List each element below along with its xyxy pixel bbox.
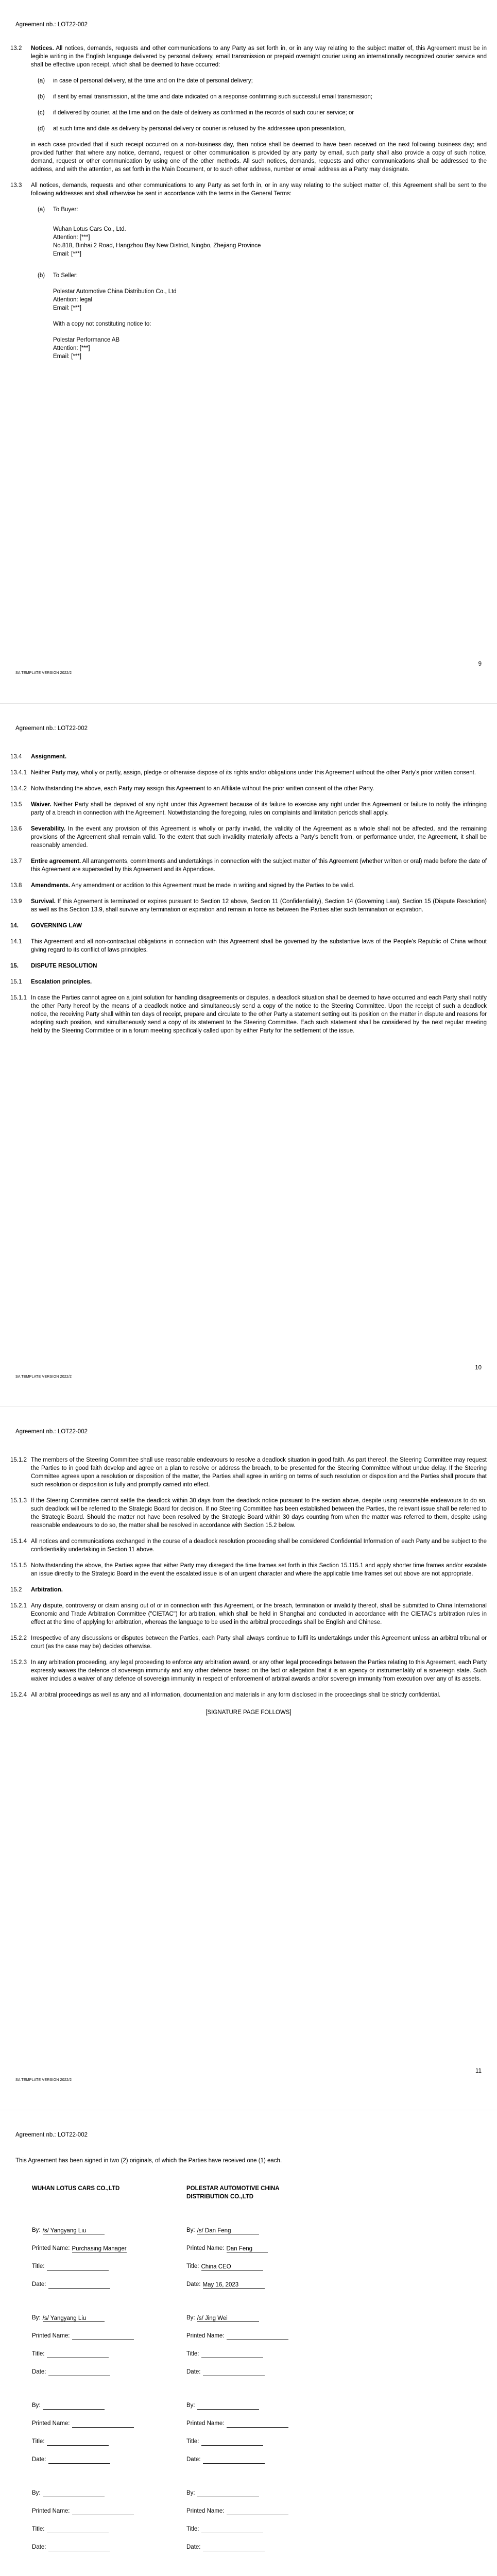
- page-number: 10: [475, 1365, 482, 1371]
- seller-signature-4: [186, 2479, 341, 2551]
- date-label: Date:: [32, 2281, 46, 2287]
- printed-name-label: Printed Name:: [32, 2245, 70, 2251]
- clause-13-9: [10, 897, 487, 914]
- clause-15-1-5: [10, 1562, 487, 1578]
- signature-field: /s/ Dan Feng: [197, 2227, 259, 2234]
- signature-block-2: [32, 2304, 341, 2376]
- clause-title: Waiver.: [31, 802, 52, 808]
- buyer-address-block: [53, 225, 487, 258]
- printed-name-field: [72, 2332, 134, 2340]
- clause-number: 13.8: [10, 883, 22, 889]
- buyer-signature-3: [32, 2392, 186, 2464]
- title-field: [47, 2350, 109, 2358]
- date-label: Date:: [32, 2456, 46, 2463]
- title-label: Title:: [32, 2263, 45, 2269]
- clause-13-2-d: [38, 125, 451, 133]
- clause-13-4-1: [10, 769, 487, 777]
- template-version: SA TEMPLATE VERSION 2022/2: [15, 2078, 72, 2082]
- date-label: Date:: [186, 2544, 201, 2550]
- page-10: [0, 703, 497, 1406]
- copy-email: Email: [***]: [53, 353, 81, 360]
- title-field: [47, 2438, 109, 2446]
- seller-email: Email: [***]: [53, 305, 81, 311]
- page-body: [10, 753, 487, 1043]
- date-label: Date:: [186, 2369, 201, 2375]
- clause-15-1-4: [10, 1537, 487, 1554]
- clause-text: If the Steering Committee cannot settle the deadlock within 30 days from the deadlock notice pursuant to the section above, despite using reasonable endeavours to do so, such deadlock will be referred to the Strategic Board for decision. If no Steering Committee has been established between the Parties, the relevant issue shall be referred to the Strategic Board. Should the matter not have been resolved by the Strategic Board within 30 days counting from when the matter was referred to them, despite using reasonable endeavours to do so, the matter shall be resolved in accordance with Section 15.2 below.: [31, 1498, 487, 1529]
- sub-text: To Buyer:: [53, 207, 78, 213]
- clause-text: Notwithstanding the above, each Party may assign this Agreement to an Affiliate without the prior written consent of the other Party.: [31, 786, 374, 792]
- clause-number: 15.1.3: [10, 1498, 27, 1504]
- clause-number: 13.6: [10, 826, 22, 832]
- template-version: SA TEMPLATE VERSION 2022/2: [15, 1375, 72, 1379]
- section-14: [10, 922, 487, 930]
- page-11: [0, 1406, 497, 2110]
- clause-15-1-2: [10, 1456, 487, 1489]
- clause-15-1-1: [10, 994, 487, 1035]
- sub-label: (a): [38, 78, 45, 84]
- party-names: [32, 2184, 341, 2201]
- clause-text: All arrangements, commitments and undertakings in connection with the subject matter of this Agreement (whether written or oral) made before the date of this Agreement are superseded by this Agreement and its Appendices.: [31, 858, 487, 873]
- clause-13-2-a: [38, 77, 451, 85]
- date-label: Date:: [32, 2544, 46, 2550]
- seller-attention: Attention: legal: [53, 297, 93, 303]
- by-label: By:: [32, 2227, 41, 2233]
- clause-text: Any dispute, controversy or claim arising out of or in connection with this Agreement, or the breach, termination or invalidity thereof, shall be submitted to China International Economic and Trade Arbitration Committee ("CIETAC") for arbitration, which shall be held in Shanghai and conducted in accordance with the CIETAC's arbitration rules in effect at the time of applying for arbitration, whereas the language to be used in the arbitral proceedings shall be English and Chinese.: [31, 1603, 487, 1625]
- date-field: [48, 2281, 110, 2289]
- printed-name-field: [227, 2332, 288, 2340]
- clause-15-1-3: [10, 1497, 487, 1530]
- clause-text: All notices and communications exchanged in the course of a deadlock resolution proceeding shall be considered Confidential Information of each Party and be subject to the confidentiality undertaking in Section 11 above.: [31, 1538, 487, 1553]
- clause-text: All notices, demands, requests and other communications to any Party as set forth in, or in any way relating to the subject matter of, this Agreement shall be sent to the following addresses and shall otherwise be sent in accordance with the terms in the General Terms:: [31, 182, 487, 197]
- page-body: [10, 1456, 487, 1717]
- clause-number: 13.4.2: [10, 786, 27, 792]
- clause-number: 15.1: [10, 979, 22, 985]
- clause-number: 15.1.2: [10, 1457, 27, 1463]
- printed-name-label: Printed Name:: [32, 2508, 70, 2514]
- buyer-email: Email: [***]: [53, 251, 81, 257]
- clause-number: 14.1: [10, 939, 22, 945]
- by-label: By:: [186, 2490, 195, 2496]
- page-header: Agreement nb.: LOT22-002: [15, 2132, 88, 2138]
- seller-name: Polestar Automotive China Distribution Co., Ltd: [53, 289, 177, 295]
- buyer-party-name: WUHAN LOTUS CARS CO.,LTD: [32, 2185, 120, 2192]
- clause-number: 15.1.1: [10, 995, 27, 1001]
- clause-15-2-4: [10, 1691, 487, 1699]
- clause-number: 13.9: [10, 899, 22, 905]
- clause-13-2-tail: in each case provided that if such receipt occurred on a non-business day, then notice shall be deemed to have been received on the next following business day; and provided further that where any notice, demand, request or other communication is provided by any party by email, such party shall also provide a copy of such notice, demand, request or other communication by using one of the other methods. All such notices, demands, requests and other communications shall be addressed to the address, and with the attention, as set forth in the Main Document, or to such other address, number or email address as a Party may designate.: [31, 142, 487, 173]
- printed-name-label: Printed Name:: [32, 2333, 70, 2339]
- buyer-address: No.818, Binhai 2 Road, Hangzhou Bay New District, Ningbo, Zhejiang Province: [53, 243, 261, 249]
- template-version: SA TEMPLATE VERSION 2022/2: [15, 671, 72, 675]
- clause-13-2-c: [38, 109, 451, 117]
- buyer-attention: Attention: [***]: [53, 234, 90, 241]
- title-label: Title:: [32, 2526, 45, 2532]
- page-number: 9: [478, 661, 482, 667]
- printed-name-field: [72, 2507, 134, 2515]
- copy-attention: Attention: [***]: [53, 345, 90, 351]
- sub-text: if sent by email transmission, at the time and date indicated on a response confirming such successful email transmission;: [53, 94, 373, 100]
- section-number: 15.: [10, 963, 19, 969]
- clause-13-5: [10, 801, 487, 817]
- printed-name-label: Printed Name:: [186, 2420, 225, 2427]
- clause-13-6: [10, 825, 487, 850]
- section-15: [10, 962, 487, 970]
- seller-heading: [38, 272, 451, 280]
- page-body: [10, 44, 487, 368]
- clause-number: 13.4: [10, 754, 22, 760]
- date-label: Date:: [32, 2369, 46, 2375]
- clause-15-2-3: [10, 1658, 487, 1683]
- printed-name-field: [227, 2420, 288, 2428]
- clause-text: Irrespective of any discussions or disputes between the Parties, each Party shall always continue to fulfil its undertakings under this Agreement unless an arbitral tribunal or court (as the case may be) decides otherwise.: [31, 1635, 487, 1650]
- seller-signature-2: [186, 2304, 341, 2376]
- sub-label: (b): [38, 94, 45, 100]
- clause-number: 13.4.1: [10, 770, 27, 776]
- title-label: Title:: [186, 2351, 199, 2357]
- signature-field: [197, 2402, 259, 2410]
- title-field: China CEO: [201, 2263, 263, 2270]
- seller-party-name-line2: DISTRIBUTION CO.,LTD: [186, 2194, 254, 2200]
- printed-name-field: Purchasing Manager: [72, 2246, 127, 2252]
- printed-name-label: Printed Name:: [186, 2245, 225, 2251]
- printed-name-label: Printed Name:: [186, 2508, 225, 2514]
- title-field: [47, 2526, 109, 2533]
- clause-13-8: [10, 882, 487, 890]
- clause-number: 15.2.2: [10, 1635, 27, 1641]
- title-label: Title:: [186, 2526, 199, 2532]
- signature-page-follows: [SIGNATURE PAGE FOLLOWS]: [205, 1709, 292, 1716]
- seller-signature-3: [186, 2392, 341, 2464]
- copy-name: Polestar Performance AB: [53, 337, 120, 343]
- page-header: Agreement nb.: LOT22-002: [15, 725, 88, 732]
- seller-signature-1: [186, 2216, 341, 2289]
- clause-text: All notices, demands, requests and other communications to any Party as set forth in, or in any way relating to the subject matter of, this Agreement must be in legible writing in the English language delivered by personal delivery, email transmission or prepaid overnight courier using an internationally recognized courier service and shall be effective upon receipt, which shall be deemed to have occurred:: [31, 45, 487, 68]
- page-12: [0, 2110, 497, 2576]
- title-field: [201, 2350, 263, 2358]
- clause-number: 13.7: [10, 858, 22, 865]
- signature-field: [197, 2489, 259, 2497]
- sub-text: if delivered by courier, at the time and on the date of delivery as confirmed in the records of such courier service; or: [53, 110, 354, 116]
- clause-title: Entire agreement.: [31, 858, 81, 865]
- clause-text: Any amendment or addition to this Agreement must be made in writing and signed by the Parties to be valid.: [70, 883, 355, 889]
- clause-number: 15.1.4: [10, 1538, 27, 1545]
- clause-title: Arbitration.: [31, 1587, 63, 1593]
- clause-title: Amendments.: [31, 883, 71, 889]
- printed-name-field: Dan Feng: [227, 2245, 268, 2252]
- clause-14-1: [10, 938, 487, 954]
- sub-text: in case of personal delivery, at the time and on the date of personal delivery;: [53, 78, 253, 84]
- copy-address-block: [53, 336, 487, 361]
- date-label: Date:: [186, 2456, 201, 2463]
- section-title: GOVERNING LAW: [31, 923, 82, 929]
- clause-13-2-b: [38, 93, 451, 101]
- title-label: Title:: [32, 2351, 45, 2357]
- sub-label: (c): [38, 110, 45, 116]
- clause-title: Escalation principles.: [31, 979, 92, 985]
- clause-text: Neither Party shall be deprived of any right under this Agreement because of its failure to exercise any right under this Agreement or failure to notify the infringing party of a breach in connection with the Agreement. Notwithstanding the foregoing, rules on complaints and limitation periods shall apply.: [31, 802, 487, 816]
- buyer-signature-1: [32, 2216, 186, 2289]
- clause-13-2: [10, 44, 487, 69]
- copy-note: With a copy not constituting notice to:: [53, 321, 151, 327]
- clause-title: Notices.: [31, 45, 54, 52]
- date-label: Date:: [186, 2281, 201, 2287]
- by-label: By:: [32, 2315, 41, 2321]
- clause-title: Assignment.: [31, 754, 67, 760]
- clause-text: In case the Parties cannot agree on a joint solution for handling disagreements or disputes, a deadlock situation shall be deemed to have occurred and each Party shall notify the other Party hereof by the means of a deadlock notice and simultaneously send a copy of the notice to the Steering Committee. Upon the receipt of such a deadlock notice, the receiving Party shall within ten days of receipt, prepare and circulate to the other Party a statement setting out its position on the matter in dispute and reasons for adopting such position, and simultaneously send a copy of its statement to the Steering Committee. Each such statement shall be considered by the next regular meeting held by the Steering Committee or in a forum meeting specifically called upon by either Party for the settlement of the issue.: [31, 995, 487, 1034]
- title-field: [47, 2263, 109, 2270]
- page-header: Agreement nb.: LOT22-002: [15, 22, 88, 28]
- buyer-heading: [38, 206, 451, 214]
- buyer-name: Wuhan Lotus Cars Co., Ltd.: [53, 226, 126, 232]
- date-field: [48, 2544, 110, 2551]
- page-body: [10, 2157, 487, 2551]
- signature-field: [43, 2402, 105, 2410]
- clause-number: 13.2: [10, 45, 22, 52]
- printed-name-field: [72, 2420, 134, 2428]
- clause-text: This Agreement and all non-contractual obligations in connection with this Agreement shall be governed by the substantive laws of the People's Republic of China without giving regard to its conflict of laws principles.: [31, 939, 487, 953]
- clause-15-2-2: [10, 1634, 487, 1651]
- signature-field: [43, 2489, 105, 2497]
- clause-text: If this Agreement is terminated or expires pursuant to Section 12 above, Section 11 (Confidentiality), Section 14 (Governing Law), Section 15 (Dispute Resolution) as well as this Section 13.9, shall survive any termination or expiration and remain in force as between the Parties after such termination or expiration.: [31, 899, 487, 913]
- date-field: [203, 2544, 265, 2551]
- buyer-signature-4: [32, 2479, 186, 2551]
- clause-13-4: [10, 753, 487, 761]
- date-field: [203, 2456, 265, 2464]
- printed-name-label: Printed Name:: [32, 2420, 70, 2427]
- seller-party-name-line1: POLESTAR AUTOMOTIVE CHINA: [186, 2185, 280, 2192]
- clause-number: 15.2.4: [10, 1692, 27, 1698]
- signature-block-1: [32, 2216, 341, 2289]
- printed-name-field: [227, 2507, 288, 2515]
- sub-label: (b): [38, 273, 45, 279]
- clause-15-2: [10, 1586, 487, 1594]
- signature-field: /s/ Jing Wei: [197, 2314, 259, 2322]
- clause-15-1: [10, 978, 487, 986]
- clause-title: Severability.: [31, 826, 65, 832]
- clause-13-4-2: [10, 785, 487, 793]
- clause-number: 13.5: [10, 802, 22, 808]
- sub-text: To Seller:: [53, 273, 78, 279]
- date-field: May 16, 2023: [203, 2281, 265, 2289]
- clause-13-7: [10, 857, 487, 874]
- sub-text: at such time and date as delivery by personal delivery or courier is refused by the addressee upon presentation,: [53, 126, 346, 132]
- section-number: 14.: [10, 923, 19, 929]
- clause-text: Notwithstanding the above, the Parties agree that either Party may disregard the time frames set forth in this Section 15.115.1 and apply shorter time frames and/or escalate an issue directly to the Strategic Board in the event the escalated issue is of an urgent character and where the applicable time frames set out above are not appropriate.: [31, 1563, 487, 1577]
- clause-text: All arbitral proceedings as well as any and all information, documentation and materials in any form disclosed in the proceedings shall be strictly confidential.: [31, 1692, 441, 1698]
- section-title: DISPUTE RESOLUTION: [31, 963, 97, 969]
- clause-number: 15.2.1: [10, 1603, 27, 1609]
- clause-number: 15.2.3: [10, 1659, 27, 1666]
- clause-number: 15.2: [10, 1587, 22, 1593]
- by-label: By:: [186, 2227, 195, 2233]
- by-label: By:: [32, 2490, 41, 2496]
- title-label: Title:: [186, 2438, 199, 2445]
- clause-15-2-1: [10, 1602, 487, 1626]
- date-field: [203, 2368, 265, 2376]
- by-label: By:: [186, 2402, 195, 2409]
- signature-field: /s/ Yangyang Liu: [43, 2227, 105, 2234]
- sub-label: (d): [38, 126, 45, 132]
- clause-number: 13.3: [10, 182, 22, 189]
- signature-table: [32, 2184, 341, 2551]
- signing-intro: This Agreement has been signed in two (2) originals, of which the Parties have received one (1) each.: [15, 2158, 282, 2164]
- clause-text: In the event any provision of this Agreement is wholly or partly invalid, the validity of the Agreement as a whole shall not be affected, and the remaining provisions of the Agreement shall remain valid. To the extent that such invalidity materially affects a Party's benefit from, or performance under, the Agreement, it shall be reasonably amended.: [31, 826, 487, 849]
- clause-number: 15.1.5: [10, 1563, 27, 1569]
- clause-title: Survival.: [31, 899, 56, 905]
- by-label: By:: [32, 2402, 41, 2409]
- sub-label: (a): [38, 207, 45, 213]
- title-label: Title:: [32, 2438, 45, 2445]
- page-9: [0, 0, 497, 703]
- title-field: [201, 2438, 263, 2446]
- page-header: Agreement nb.: LOT22-002: [15, 1429, 88, 1435]
- clause-text: The members of the Steering Committee shall use reasonable endeavours to resolve a deadlock situation in good faith. As part thereof, the Steering Committee may request the Parties to in good faith develop and agree on a plan to resolve or address the breach, to be presented for the Steering Committee without undue delay. If the Steering Committee agrees upon a resolution or disposition of the matter, the Parties shall agree in writing on terms of such resolution or disposition and the Parties shall procure that such resolution or disposition is fully and promptly carried into effect.: [31, 1457, 487, 1488]
- signature-field: /s/ Yangyang Liu: [43, 2314, 105, 2322]
- page-number: 11: [475, 2068, 482, 2074]
- printed-name-label: Printed Name:: [186, 2333, 225, 2339]
- by-label: By:: [186, 2315, 195, 2321]
- seller-address-block: [53, 287, 487, 312]
- clause-text: In any arbitration proceeding, any legal proceeding to enforce any arbitration award, or any other legal proceedings between the Parties relating to this Agreement, each Party expressly waives the defence of sovereign immunity and any other defence based on the fact or allegation that it is an agency or instrumentality of a sovereign state. Such waiver includes a waiver of any defence of sovereign immunity in respect of enforcement of arbitral awards and/or sovereign immunity from execution over any of its assets.: [31, 1659, 487, 1682]
- signature-block-3: [32, 2392, 341, 2464]
- clause-text: Neither Party may, wholly or partly, assign, pledge or otherwise dispose of its rights and/or obligations under this Agreement without the other Party's prior written consent.: [31, 770, 476, 776]
- clause-13-3: [10, 181, 487, 198]
- title-label: Title:: [186, 2263, 199, 2269]
- date-field: [48, 2368, 110, 2376]
- seller-party-name: [186, 2184, 341, 2201]
- title-field: [201, 2526, 263, 2533]
- date-field: [48, 2456, 110, 2464]
- signature-block-4: [32, 2479, 341, 2551]
- buyer-signature-2: [32, 2304, 186, 2376]
